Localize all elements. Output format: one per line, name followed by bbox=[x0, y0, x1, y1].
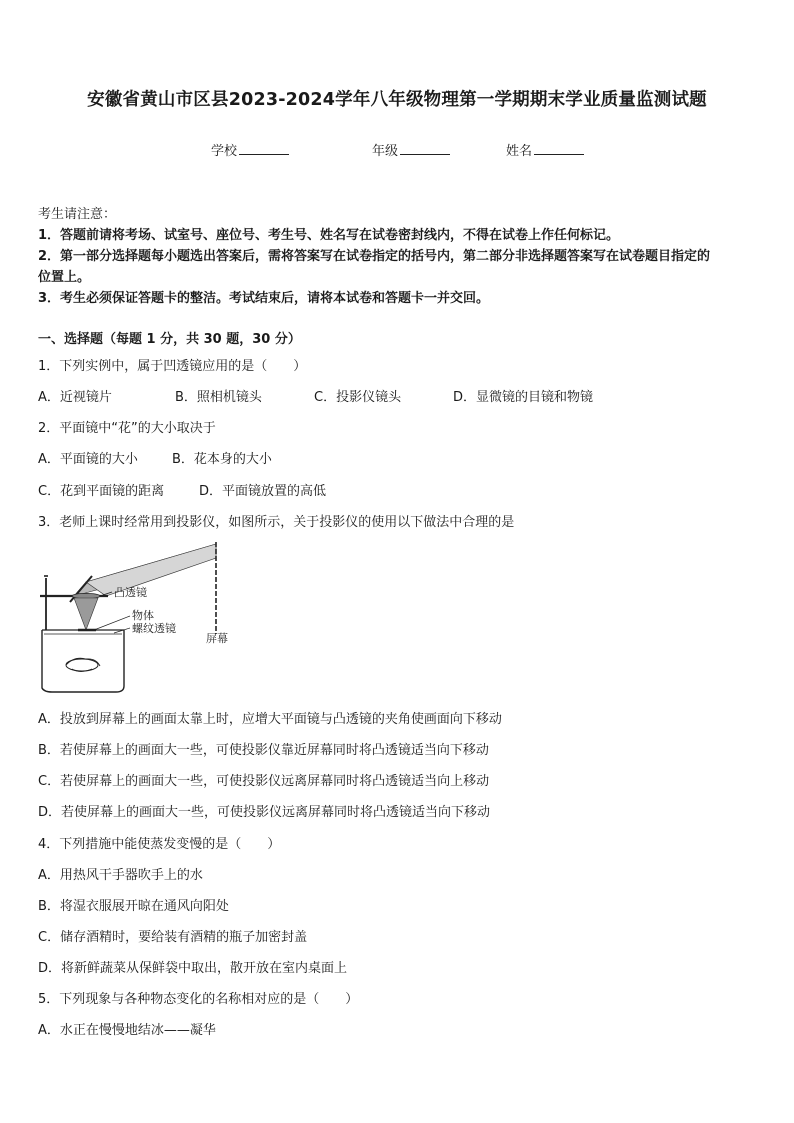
name-label: 姓名 bbox=[506, 144, 533, 159]
label-screen: 屏幕 bbox=[206, 632, 228, 645]
grade-field bbox=[372, 140, 450, 159]
q2-option-b[interactable]: B．花本身的大小 bbox=[172, 452, 272, 467]
q2-options-row2 bbox=[38, 480, 326, 499]
light-beam-lower bbox=[86, 544, 216, 596]
school-blank[interactable] bbox=[239, 142, 289, 155]
q3-stem: 3．老师上课时经常用到投影仪，如图所示，关于投影仪的使用以下做法中合理的是 bbox=[38, 515, 515, 530]
q2-option-a[interactable]: A．平面镜的大小 bbox=[38, 452, 138, 467]
label-fresnel-lens: 螺纹透镜 bbox=[132, 622, 176, 635]
q2-options-row1 bbox=[38, 448, 272, 467]
projector-diagram bbox=[34, 538, 244, 698]
q2-option-c[interactable]: C．花到平面镜的距离 bbox=[38, 484, 165, 499]
projector-box bbox=[42, 630, 124, 692]
q4-option-c[interactable]: C．储存酒精时，要给装有酒精的瓶子加密封盖 bbox=[38, 930, 308, 945]
notice-item-3: 3．考生必须保证答题卡的整洁。考试结束后，请将本试卷和答题卡一并交回。 bbox=[38, 291, 490, 306]
notice-heading: 考生请注意： bbox=[38, 207, 117, 222]
light-cone-lower bbox=[74, 598, 98, 630]
q2-option-d[interactable]: D．平面镜放置的高低 bbox=[199, 484, 327, 499]
name-blank[interactable] bbox=[534, 142, 584, 155]
q1-option-a[interactable]: A．近视镜片 bbox=[38, 390, 112, 405]
label-object: 物体 bbox=[132, 609, 154, 622]
school-field bbox=[211, 140, 289, 159]
q3-option-a[interactable]: A．投放到屏幕上的画面太靠上时，应增大平面镜与凸透镜的夹角使画面向下移动 bbox=[38, 712, 502, 727]
label-convex-lens: 凸透镜 bbox=[114, 586, 147, 599]
q5-option-a[interactable]: A．水正在慢慢地结冰——凝华 bbox=[38, 1023, 216, 1038]
q1-stem: 1．下列实例中，属于凹透镜应用的是（ ） bbox=[38, 359, 307, 374]
school-label: 学校 bbox=[211, 144, 238, 159]
q4-option-a[interactable]: A．用热风干手器吹手上的水 bbox=[38, 868, 203, 883]
q2-stem: 2．平面镜中“花”的大小取决于 bbox=[38, 421, 216, 436]
grade-blank[interactable] bbox=[400, 142, 450, 155]
q1-option-d[interactable]: D．显微镜的目镜和物镜 bbox=[453, 390, 594, 405]
exam-title: 安徽省黄山市区县2023-2024学年八年级物理第一学期期末学业质量监测试题 bbox=[87, 90, 707, 110]
q4-option-b[interactable]: B．将湿衣服展开晾在通风向阳处 bbox=[38, 899, 229, 914]
notice-item-2-cont: 位置上。 bbox=[38, 270, 91, 285]
q1-options bbox=[38, 386, 593, 405]
section-heading: 一、选择题（每题 1 分，共 30 题，30 分） bbox=[38, 332, 301, 347]
q3-option-b[interactable]: B．若使屏幕上的画面大一些，可使投影仪靠近屏幕同时将凸透镜适当向下移动 bbox=[38, 743, 489, 758]
q1-option-c[interactable]: C．投影仪镜头 bbox=[314, 390, 402, 405]
q1-option-b[interactable]: B．照相机镜头 bbox=[175, 390, 262, 405]
q4-option-d[interactable]: D．将新鲜蔬菜从保鲜袋中取出，散开放在室内桌面上 bbox=[38, 961, 348, 976]
grade-label: 年级 bbox=[372, 144, 399, 159]
q3-option-d[interactable]: D．若使屏幕上的画面大一些，可使投影仪远离屏幕同时将凸透镜适当向下移动 bbox=[38, 805, 491, 820]
projector-svg bbox=[34, 538, 244, 698]
object-label-line bbox=[94, 616, 130, 630]
q4-stem: 4．下列措施中能使蒸发变慢的是（ ） bbox=[38, 837, 281, 852]
notice-item-2: 2．第一部分选择题每小题选出答案后，需将答案写在试卷指定的括号内，第二部分非选择题答案写在试卷题目指定的 bbox=[38, 249, 711, 264]
notice-item-1: 1．答题前请将考场、试室号、座位号、考生号、姓名写在试卷密封线内，不得在试卷上作任何标记。 bbox=[38, 228, 620, 243]
q5-stem: 5．下列现象与各种物态变化的名称相对应的是（ ） bbox=[38, 992, 359, 1007]
q3-option-c[interactable]: C．若使屏幕上的画面大一些，可使投影仪远离屏幕同时将凸透镜适当向上移动 bbox=[38, 774, 490, 789]
name-field bbox=[506, 140, 584, 159]
